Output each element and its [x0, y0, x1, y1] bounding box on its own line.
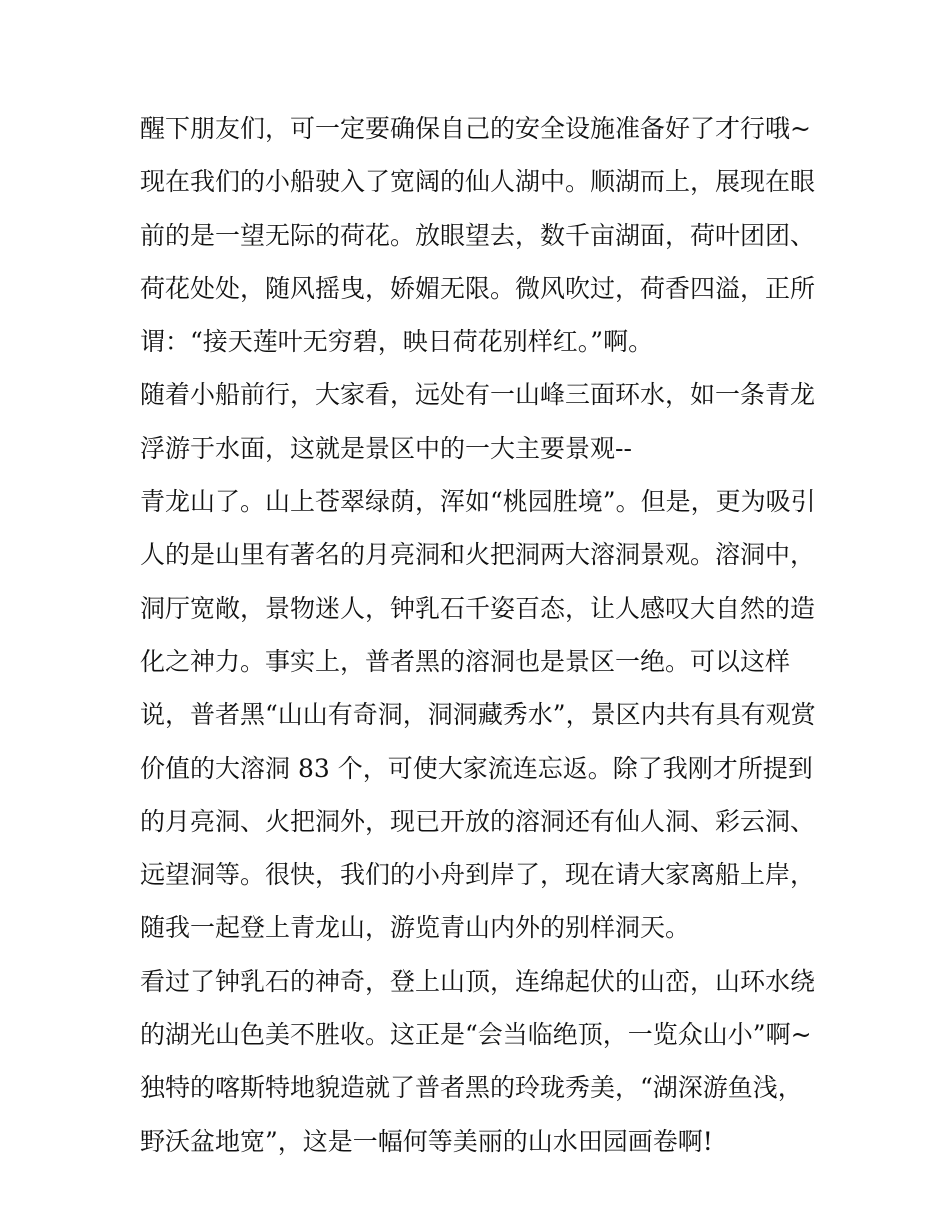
document-body	[140, 102, 820, 1168]
text-line: 的月亮洞、火把洞外，现已开放的溶洞还有仙人洞、彩云洞、	[140, 806, 816, 836]
text-line: 随着小船前行，大家看，远处有一山峰三面环水，如一条青龙	[140, 380, 816, 410]
text-line: 远望洞等。很快，我们的小舟到岸了，现在请大家离船上岸，	[140, 860, 816, 890]
text-line: 青龙山了。山上苍翠绿荫，浑如“桃园胜境”。但是，更为吸引	[140, 487, 816, 517]
text-line: 醒下朋友们，可一定要确保自己的安全设施准备好了才行哦~	[140, 114, 811, 143]
text-line: 洞厅宽敞，景物迷人，钟乳石千姿百态，让人感叹大自然的造	[140, 593, 816, 623]
text-line: 现在我们的小船驶入了宽阔的仙人湖中。顺湖而上，展现在眼	[140, 167, 816, 197]
text-line: 说，普者黑“山山有奇洞，洞洞藏秀水”，景区内共有具有观赏	[140, 700, 816, 730]
text-line: 化之神力。事实上，普者黑的溶洞也是景区一绝。可以这样	[140, 646, 791, 676]
text-line: 随我一起登上青龙山，游览青山内外的别样洞天。	[140, 913, 691, 943]
text-line: 人的是山里有著名的月亮洞和火把洞两大溶洞景观。溶洞中，	[140, 540, 816, 570]
text-line: 看过了钟乳石的神奇，登上山顶，连绵起伏的山峦，山环水绕	[140, 966, 816, 996]
text-line: 的湖光山色美不胜收。这正是“会当临绝顶，一览众山小”啊~	[140, 1020, 812, 1050]
text-line: 荷花处处，随风摇曳，娇媚无限。微风吹过，荷香四溢，正所	[140, 273, 816, 303]
text-line: 谓：“接天莲叶无穷碧，映日荷花别样红。”啊。	[140, 327, 654, 357]
text-line: 价值的大溶洞 83 个，可使大家流连忘返。除了我刚才所提到	[140, 753, 813, 783]
text-line: 独特的喀斯特地貌造就了普者黑的玲珑秀美，“湖深游鱼浅，	[140, 1073, 803, 1103]
text-line: 前的是一望无际的荷花。放眼望去，数千亩湖面，荷叶团团、	[140, 220, 816, 250]
text-line: 野沃盆地宽”，这是一幅何等美丽的山水田园画卷啊!	[140, 1126, 713, 1156]
text-line: 浮游于水面，这就是景区中的一大主要景观--	[140, 433, 632, 463]
